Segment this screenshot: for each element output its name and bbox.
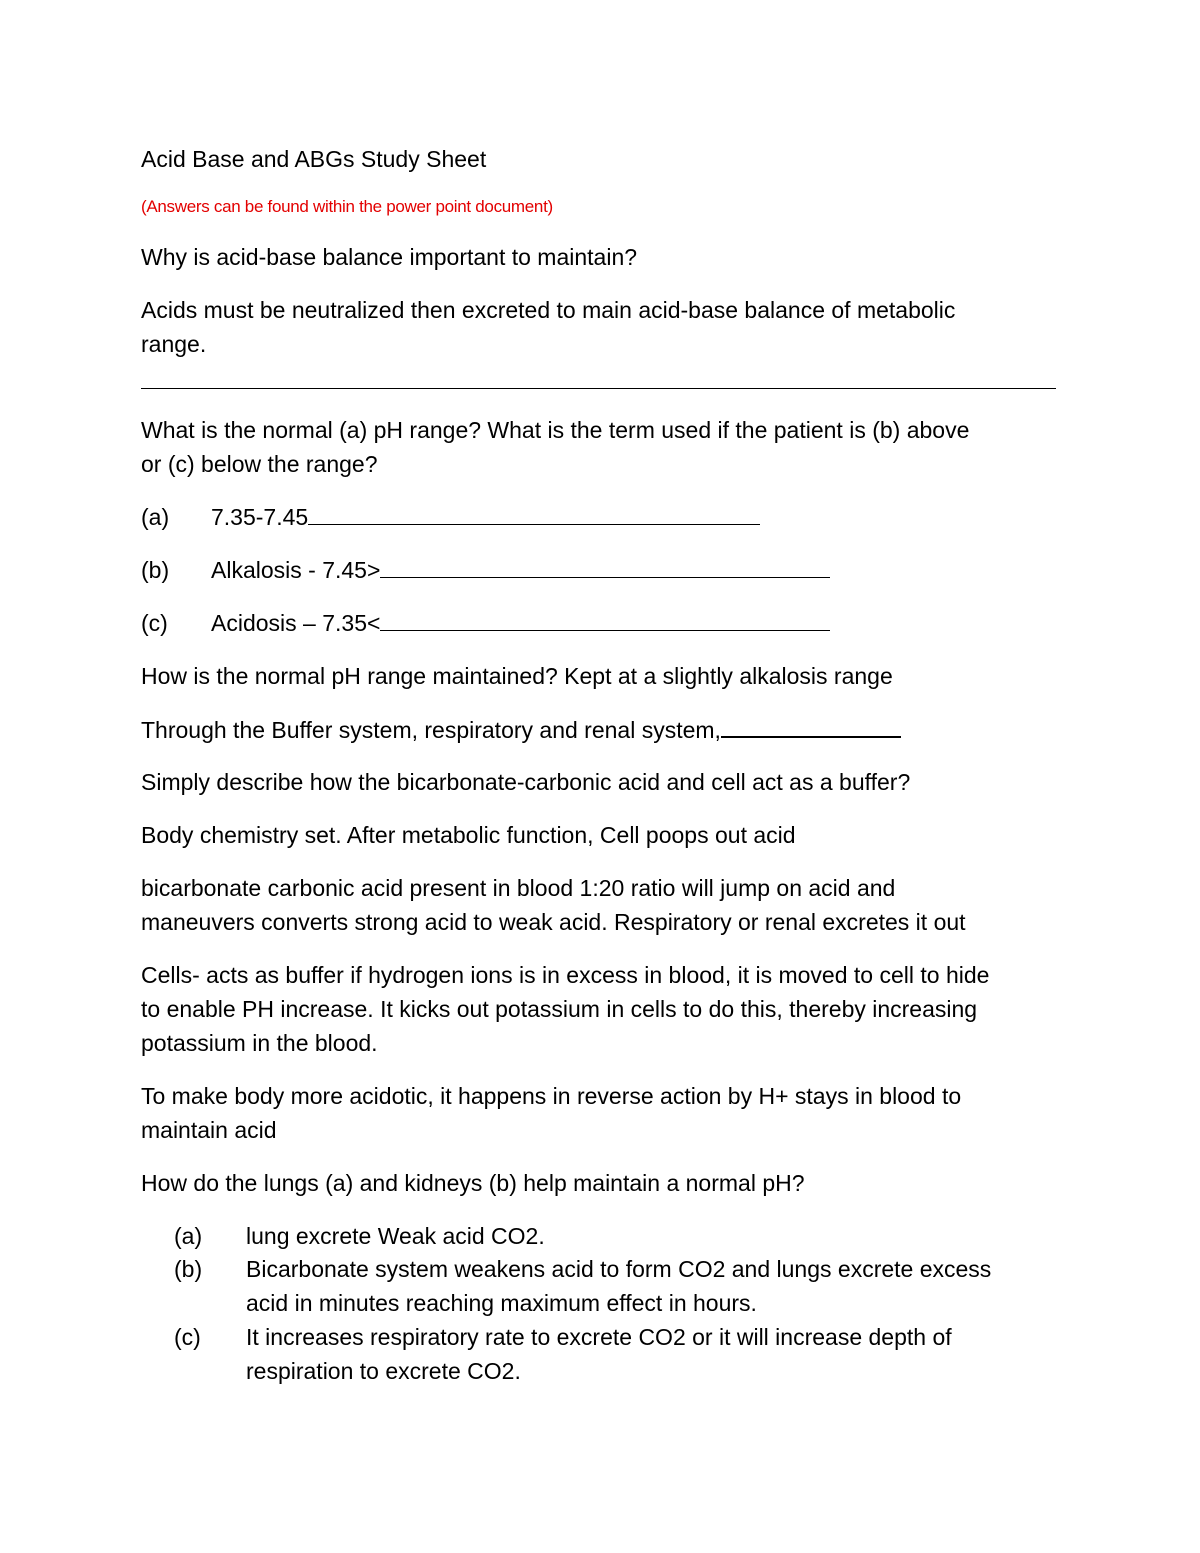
answer-4-paragraph-3-line-2: to enable PH increase. It kicks out potassium in cells to do this, thereby increasing xyxy=(141,996,978,1022)
page-title: Acid Base and ABGs Study Sheet xyxy=(141,146,487,172)
question-4: Simply describe how the bicarbonate-carbonic acid and cell act as a buffer? xyxy=(141,769,911,795)
answer-4-paragraph-2-line-2: maneuvers converts strong acid to weak acid. Respiratory or renal excretes it out xyxy=(141,909,966,935)
list-marker: (c) xyxy=(174,1324,201,1350)
answer-4-paragraph-4-line-1: To make body more acidotic, it happens in reverse action by H+ stays in blood to xyxy=(141,1083,962,1109)
answer-1-line-1: Acids must be neutralized then excreted to main acid-base balance of metabolic xyxy=(141,297,956,323)
question-3: How is the normal pH range maintained? Kept at a slightly alkalosis range xyxy=(141,663,893,689)
answer-text: 7.35-7.45 xyxy=(211,504,309,530)
answer-4-paragraph-2-line-1: bicarbonate carbonic acid present in blood 1:20 ratio will jump on acid and xyxy=(141,875,896,901)
fill-in-blank xyxy=(721,712,901,738)
answers-note: (Answers can be found within the power point document) xyxy=(141,197,553,216)
answer-4-paragraph-3-line-3: potassium in the blood. xyxy=(141,1030,378,1056)
answer-5b-line-2: acid in minutes reaching maximum effect in hours. xyxy=(246,1290,757,1316)
answer-5c-line-2: respiration to excrete CO2. xyxy=(246,1358,521,1384)
fill-in-blank xyxy=(380,606,830,631)
answer-3 xyxy=(141,712,901,747)
answer-4-paragraph-3-line-1: Cells- acts as buffer if hydrogen ions is in excess in blood, it is moved to cell to hide xyxy=(141,962,990,988)
answer-2c xyxy=(141,606,830,640)
fill-in-blank xyxy=(380,553,830,578)
list-marker: (a) xyxy=(141,504,170,530)
question-5: How do the lungs (a) and kidneys (b) help maintain a normal pH? xyxy=(141,1170,805,1196)
answer-4-paragraph-1: Body chemistry set. After metabolic function, Cell poops out acid xyxy=(141,822,796,848)
answer-text: Acidosis – 7.35< xyxy=(211,610,381,636)
question-2-line-1: What is the normal (a) pH range? What is the term used if the patient is (b) above xyxy=(141,417,970,443)
answer-1-line-2: range. xyxy=(141,331,207,357)
horizontal-rule xyxy=(141,388,1056,389)
answer-5c-line-1: It increases respiratory rate to excrete CO2 or it will increase depth of xyxy=(246,1324,952,1350)
answer-5b-line-1: Bicarbonate system weakens acid to form CO2 and lungs excrete excess xyxy=(246,1256,992,1282)
answer-text: Alkalosis - 7.45> xyxy=(211,557,381,583)
answer-4-paragraph-4-line-2: maintain acid xyxy=(141,1117,277,1143)
answer-2b xyxy=(141,553,830,587)
answer-text: Through the Buffer system, respiratory and renal system, xyxy=(141,717,721,743)
answer-2a xyxy=(141,500,760,534)
answer-5a: lung excrete Weak acid CO2. xyxy=(246,1223,545,1249)
list-marker: (b) xyxy=(141,557,170,583)
fill-in-blank xyxy=(308,500,760,525)
question-2-line-2: or (c) below the range? xyxy=(141,451,378,477)
list-marker: (c) xyxy=(141,610,168,636)
question-1: Why is acid-base balance important to maintain? xyxy=(141,244,638,270)
list-marker: (a) xyxy=(174,1223,203,1249)
list-marker: (b) xyxy=(174,1256,203,1282)
